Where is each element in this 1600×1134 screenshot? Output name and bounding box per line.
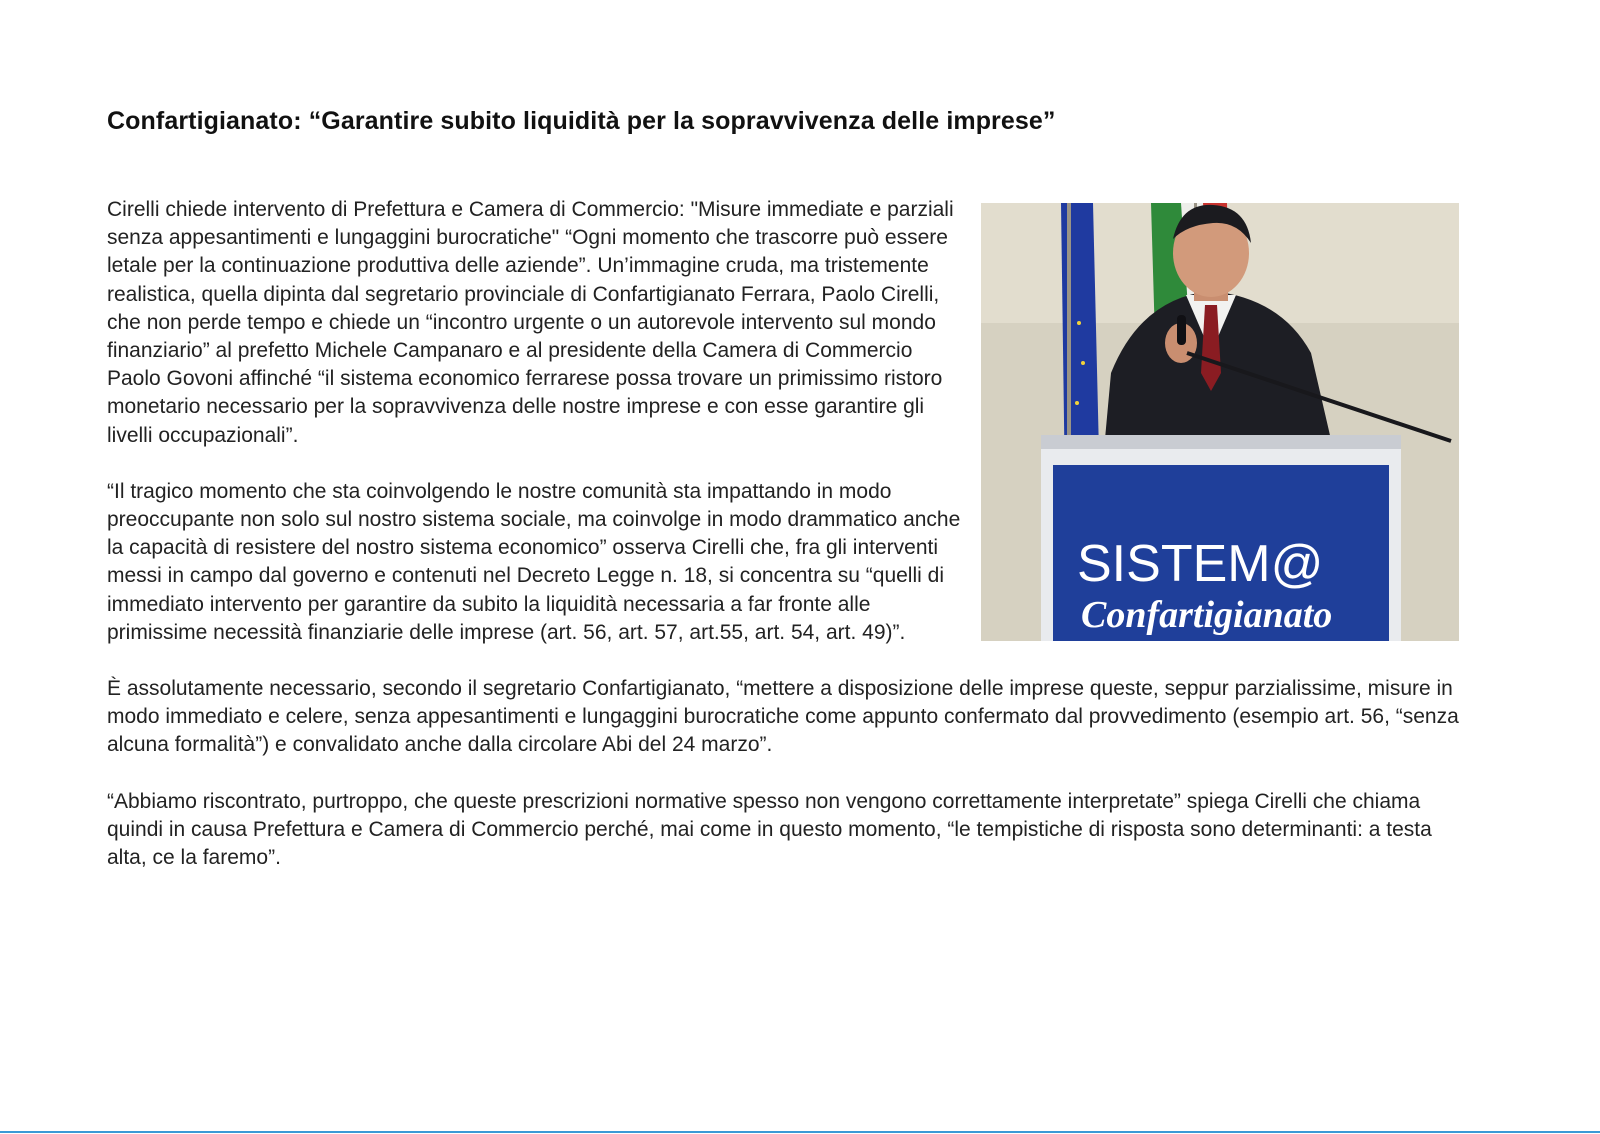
article-paragraph-4: “Abbiamo riscontrato, purtroppo, che queste prescrizioni normative spesso non vengono correttamente interpretate” spiega Cirelli che chiama quindi in causa Prefettura e Camera di Commercio perché, mai come in questo momento, “le tempistiche di risposta sono determinanti: a testa alta, ce la faremo”. [107, 789, 1432, 870]
article-paragraph-3: È assolutamente necessario, secondo il segretario Confartigianato, “mettere a disposizione delle imprese queste, seppur parzialissime, misure in modo immediato e celere, senza appesantimenti e lungaggini burocratiche come appunto confermato dal provvedimento (esempio art. 56, “senza alcuna formalità”) e convalidato anche dalla circolare Abi del 24 marzo”. [107, 677, 1459, 757]
article-body [107, 196, 1459, 900]
podium-subtitle: Confartigianato [1081, 594, 1333, 636]
page-bottom-border [0, 1131, 1600, 1133]
article-paragraph-1: Cirelli chiede intervento di Prefettura e Camera di Commercio: "Misure immediate e parziali senza appesantimenti e lungaggini burocratiche" “Ogni momento che trascorre può essere letale per la continuazione produttiva delle aziende”. Un’immagine cruda, ma tristemente realistica, quella dipinta dal segretario provinciale di Confartigianato Ferrara, Paolo Cirelli, che non perde tempo e chiede un “incontro urgente o un autorevole intervento sul mondo finanziario” al prefetto Michele Campanaro e al presidente della Camera di Commercio Paolo Govoni affinché “il sistema economico ferrarese possa trovare un primissimo ristoro monetario necessario per la sopravvivenza delle nostre imprese e con esse garantire gli livelli occupazionali”. [107, 198, 954, 447]
article-paragraph-2: “Il tragico momento che sta coinvolgendo le nostre comunità sta impattando in modo preoccupante non solo sul nostro sistema sociale, ma coinvolge in modo drammatico anche la capacità di resistere del nostro sistema economico” osserva Cirelli che, fra gli interventi messi in campo dal governo e contenuti nel Decreto Legge n. 18, si concentra su “quelli di immediato intervento per garantire da subito la liquidità necessaria a far fronte alle primissime necessità finanziarie delle imprese (art. 56, art. 57, art.55, art. 54, art. 49)”. [107, 479, 961, 644]
speaker-photo-illustration [981, 203, 1459, 641]
podium-brand: SISTEM@ [1077, 535, 1324, 593]
speaker-photo [981, 203, 1459, 641]
article-title: Confartigianato: “Garantire subito liquidità per la sopravvivenza delle imprese” [107, 107, 1056, 135]
